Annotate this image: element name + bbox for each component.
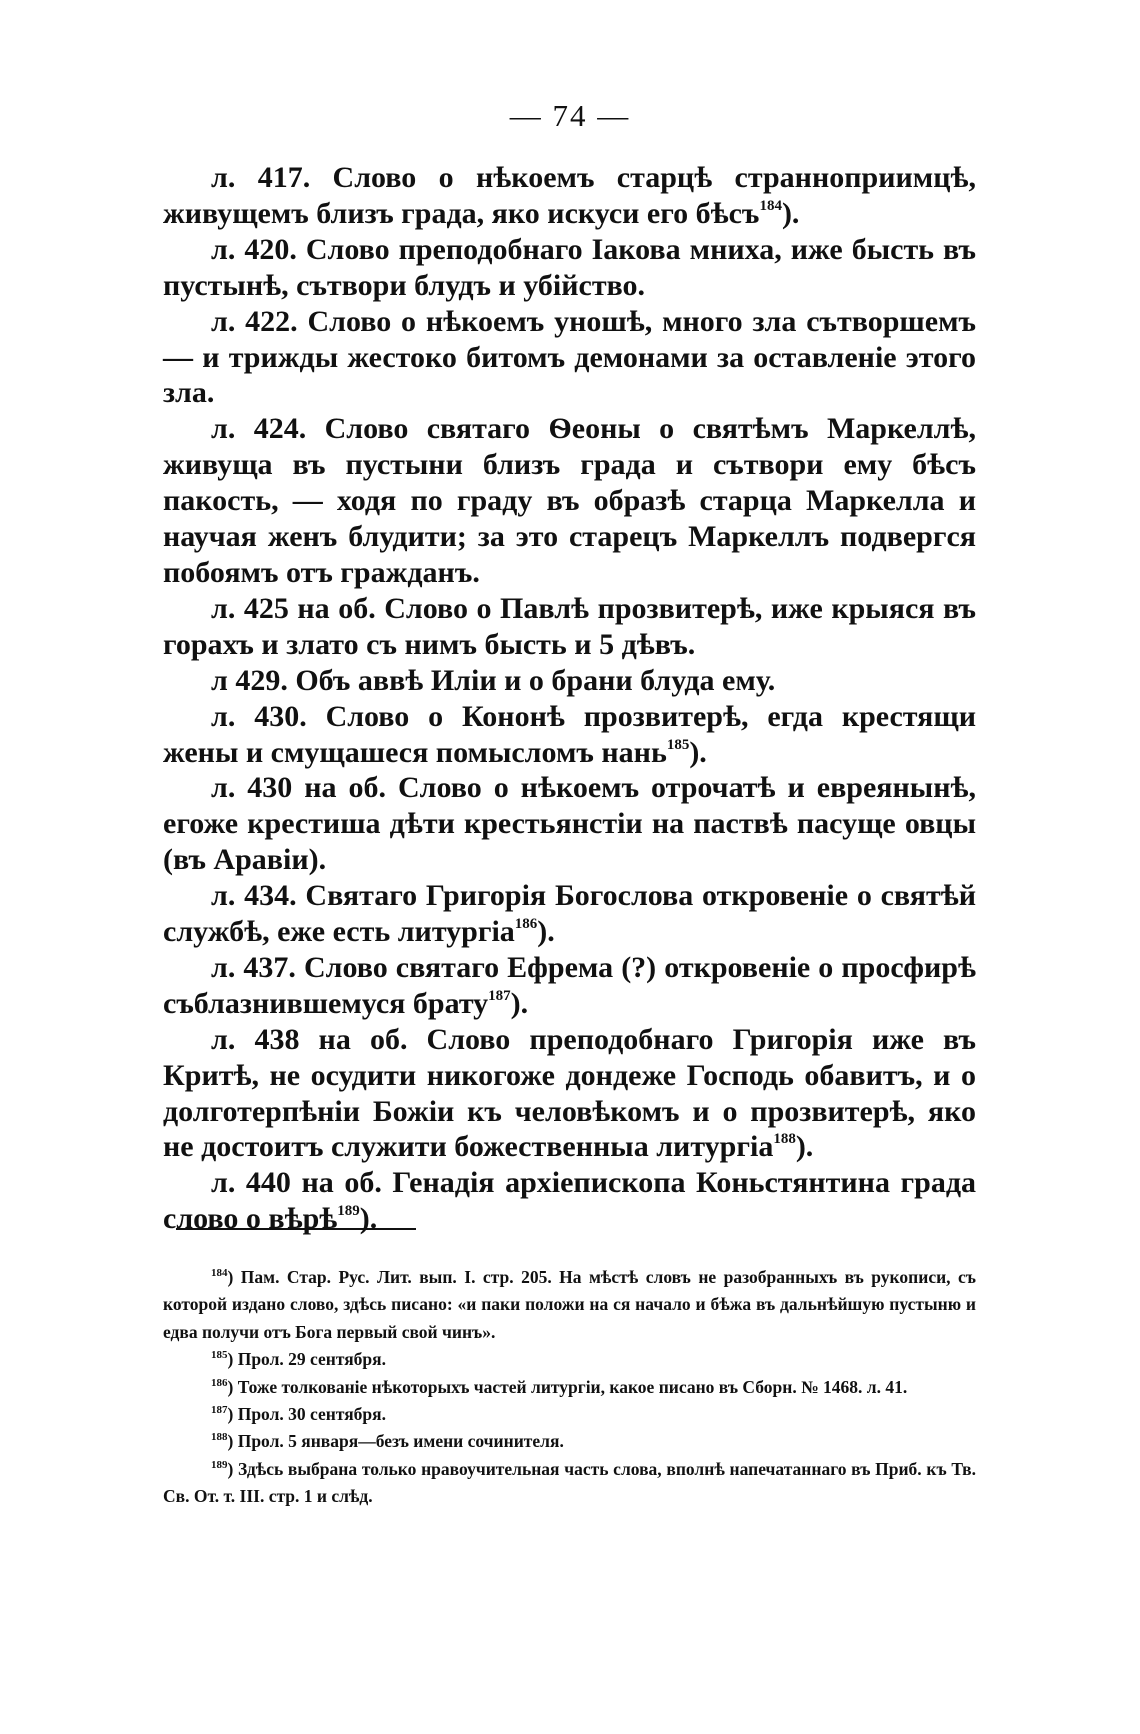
main-text [163,160,976,1237]
footnote-ref-189: 189 [337,1203,360,1220]
entry-425: л. 425 на об. Слово о Павлѣ прозвитерѣ, иже крыяся въ горахъ и злато съ нимъ бысть и 5 дѣвъ. [163,591,976,661]
entry-429: л 429. Объ аввѣ Иліи и о брани блуда ему. [211,663,776,697]
footnote-ref-184: 184 [759,197,782,214]
footnote-ref-186: 186 [514,916,538,933]
footnote-188: $^{188}$) Прол. 5 января—безъ имени сочинителя. [211,1431,564,1452]
footnotes [163,1264,976,1511]
footnote-divider [176,1228,416,1230]
entry-430-ob: л. 430 на об. Слово о нѣкоемъ отрочатѣ и евреянынѣ, егоже крестиша дѣти крестьянстіи на паствѣ пасуще овцы (въ Аравіи). [163,771,976,877]
footnote-184: $^{184}$) Пам. Стар. Рус. Лит. вып. I. стр. 205. На мѣстѣ словъ не разобранныхъ въ рукописи, съ которой издано слово, здѣсь писано: «и паки положи на ся начало и бѣжа въ дальнѣйшую пустыню и едва получи отъ Бога первый свой чинъ». [163,1267,976,1342]
footnote-186: $^{186}$) Тоже толкованіе нѣкоторыхъ частей литургіи, какое писано въ Сборн. № 1468. л. 41. [211,1376,908,1397]
footnote-ref-187: 187 [488,987,511,1004]
footnote-ref-185: 185 [666,736,690,753]
entry-440-ob: л. 440 на об. Генадія архіепископа Коньстянтина града слово о вѣрѣ$^{189}$). [163,1166,976,1236]
entry-437: л. 437. Слово святаго Ефрема (?) откровеніе о просфирѣ съблазнившемуся брату$^{187}$). [163,950,976,1020]
footnote-185: $^{185}$) Прол. 29 сентября. [211,1349,386,1370]
footnote-ref-188: 188 [773,1131,796,1148]
entry-420: л. 420. Слово преподобнаго Іакова мниха, иже бысть въ пустынѣ, сътвори блудъ и убійство. [163,232,976,302]
footnote-187: $^{187}$) Прол. 30 сентября. [211,1404,386,1425]
page-number: — 74 — [509,98,631,133]
entry-434: л. 434. Святаго Григорія Богослова откровеніе о святѣй службѣ, еже есть литургіа$^{186}$). [163,879,976,949]
entry-438-ob: л. 438 на об. Слово преподобнаго Григорія иже въ Критѣ, не осудити никогоже дондеже Господь обавитъ, и о долготерпѣніи Божіи къ человѣкомъ и о прозвитерѣ, яко не достоитъ служити божественныа литургіа$^{188}$). [163,1022,976,1164]
entry-422: л. 422. Слово о нѣкоемъ уношѣ, много зла сътворшемъ — и трижды жестоко битомъ демонами за оставленіе этого зла. [163,304,976,410]
entry-430: л. 430. Слово о Кононѣ прозвитерѣ, егда крестящи жены и смущашеся помысломъ нань$^{185}$). [163,699,976,769]
footnote-189: $^{189}$) Здѣсь выбрана только нравоучительная часть слова, вполнѣ напечатаннаго въ Приб. къ Тв. Св. От. т. III. стр. 1 и слѣд. [163,1458,976,1507]
entry-424: л. 424. Слово святаго Ѳеоны о святѣмъ Маркеллѣ, живуща въ пустыни близъ града и сътвори ему бѣсъ пакость, — ходя по граду въ образѣ старца Маркелла и научая женъ блудити; за это старецъ Маркеллъ подвергся побоямъ отъ гражданъ. [163,412,976,589]
entry-417: л. 417. Слово о нѣкоемъ старцѣ странноприимцѣ, живущемъ близъ града, яко искуси его бѣсъ$^{184}$). [163,161,976,230]
